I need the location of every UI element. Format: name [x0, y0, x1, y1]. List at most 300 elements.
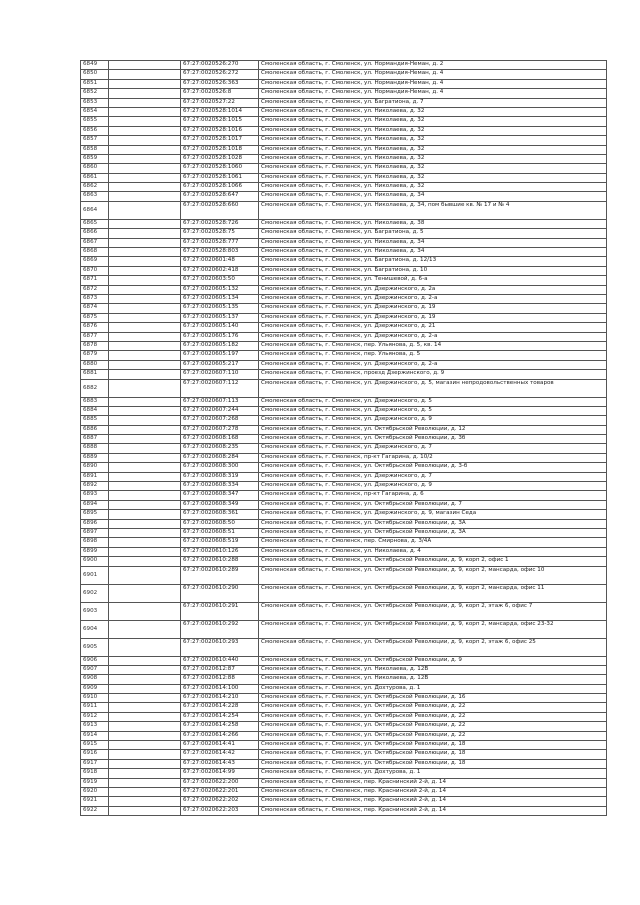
address-cell: Смоленская область, г. Смоленск, ул. Николаева, д. 4 — [259, 547, 607, 556]
row-number-cell: 6910 — [81, 694, 109, 703]
address-cell: Смоленская область, г. Смоленск, ул. Багратиона, д. 12/13 — [259, 257, 607, 266]
cadastral-number-cell: 67:27:0020607:268 — [181, 416, 259, 425]
empty-cell — [109, 741, 181, 750]
cadastral-number-cell: 67:27:0020608:361 — [181, 510, 259, 519]
empty-cell — [109, 183, 181, 192]
empty-cell — [109, 425, 181, 434]
address-cell: Смоленская область, г. Смоленск, ул. Дзержинского, д. 19 — [259, 304, 607, 313]
cadastral-number-cell: 67:27:0020528:1017 — [181, 136, 259, 145]
empty-cell — [109, 694, 181, 703]
empty-cell — [109, 89, 181, 98]
row-number-cell: 6897 — [81, 528, 109, 537]
address-cell: Смоленская область, г. Смоленск, пер. Краснинский 2-й, д. 14 — [259, 806, 607, 815]
empty-cell — [109, 154, 181, 163]
table-row — [81, 557, 607, 566]
table-row — [81, 360, 607, 369]
row-number-cell: 6866 — [81, 229, 109, 238]
empty-cell — [109, 731, 181, 740]
row-number-cell: 6887 — [81, 435, 109, 444]
cadastral-number-cell: 67:27:0020605:217 — [181, 360, 259, 369]
table-row — [81, 528, 607, 537]
empty-cell — [109, 79, 181, 88]
row-number-cell: 6855 — [81, 117, 109, 126]
empty-cell — [109, 98, 181, 107]
cadastral-number-cell: 67:27:0020608:51 — [181, 528, 259, 537]
cadastral-number-cell: 67:27:0020610:440 — [181, 656, 259, 665]
table-row — [81, 323, 607, 332]
address-cell: Смоленская область, г. Смоленск, ул. Дзержинского, д. 7 — [259, 444, 607, 453]
cadastral-number-cell: 67:27:0020605:182 — [181, 341, 259, 350]
row-number-cell: 6858 — [81, 145, 109, 154]
row-number-cell: 6898 — [81, 538, 109, 547]
table-row — [81, 229, 607, 238]
empty-cell — [109, 397, 181, 406]
row-number-cell: 6900 — [81, 557, 109, 566]
cadastral-number-cell: 67:27:0020610:291 — [181, 602, 259, 620]
address-cell: Смоленская область, г. Смоленск, ул. Николаева, д. 32 — [259, 117, 607, 126]
cadastral-number-cell: 67:27:0020605:134 — [181, 294, 259, 303]
table-row — [81, 602, 607, 620]
address-cell: Смоленская область, г. Смоленск, ул. Дзержинского, д. 9 — [259, 482, 607, 491]
cadastral-number-cell: 67:27:0020612:88 — [181, 675, 259, 684]
address-cell: Смоленская область, г. Смоленск, ул. Октябрьской Революции, д. 22 — [259, 722, 607, 731]
cadastral-number-cell: 67:27:0020605:140 — [181, 323, 259, 332]
row-number-cell: 6851 — [81, 79, 109, 88]
address-cell: Смоленская область, г. Смоленск, ул. Октябрьской Революции, д. 3-б — [259, 463, 607, 472]
cadastral-number-cell: 67:27:0020528:1060 — [181, 164, 259, 173]
address-cell: Смоленская область, г. Смоленск, ул. Дзержинского, д. 2а — [259, 285, 607, 294]
address-cell: Смоленская область, г. Смоленск, ул. Октябрьской Революции, д. 9 — [259, 656, 607, 665]
address-cell: Смоленская область, г. Смоленск, ул. Николаева, д. 34, пом бывшие кв. № 17 и № 4 — [259, 201, 607, 219]
empty-cell — [109, 266, 181, 275]
table-row — [81, 89, 607, 98]
empty-cell — [109, 229, 181, 238]
row-number-cell: 6889 — [81, 453, 109, 462]
address-cell: Смоленская область, г. Смоленск, ул. Октябрьской Революции, д. 18 — [259, 750, 607, 759]
row-number-cell: 6871 — [81, 276, 109, 285]
empty-cell — [109, 491, 181, 500]
empty-cell — [109, 406, 181, 415]
address-cell: Смоленская область, г. Смоленск, ул. Октябрьской Революции, д. 9, корп 2, офис 1 — [259, 557, 607, 566]
empty-cell — [109, 500, 181, 509]
address-cell: Смоленская область, г. Смоленск, проезд Дзержинского, д. 9 — [259, 370, 607, 379]
row-number-cell: 6909 — [81, 684, 109, 693]
cadastral-number-cell: 67:27:0020607:244 — [181, 406, 259, 415]
address-cell: Смоленская область, г. Смоленск, ул. Дохтурова, д. 1 — [259, 684, 607, 693]
address-cell: Смоленская область, г. Смоленск, ул. Октябрьской Революции, д. 18 — [259, 741, 607, 750]
cadastral-number-cell: 67:27:0020614:41 — [181, 741, 259, 750]
cadastral-number-cell: 67:27:0020610:292 — [181, 620, 259, 638]
table-row — [81, 351, 607, 360]
empty-cell — [109, 323, 181, 332]
table-row — [81, 741, 607, 750]
cadastral-number-cell: 67:27:0020608:50 — [181, 519, 259, 528]
row-number-cell: 6899 — [81, 547, 109, 556]
address-cell: Смоленская область, г. Смоленск, ул. Багратиона, д. 10 — [259, 266, 607, 275]
address-cell: Смоленская область, г. Смоленск, ул. Николаева, д. 32 — [259, 173, 607, 182]
address-cell: Смоленская область, г. Смоленск, ул. Октябрьской Революции, д. 12 — [259, 425, 607, 434]
address-cell: Смоленская область, г. Смоленск, ул. Николаева, д. 32 — [259, 145, 607, 154]
empty-cell — [109, 370, 181, 379]
table-row — [81, 304, 607, 313]
table-row — [81, 136, 607, 145]
empty-cell — [109, 304, 181, 313]
empty-cell — [109, 769, 181, 778]
table-row — [81, 538, 607, 547]
empty-cell — [109, 70, 181, 79]
row-number-cell: 6853 — [81, 98, 109, 107]
table-row — [81, 61, 607, 70]
table-row — [81, 70, 607, 79]
empty-cell — [109, 126, 181, 135]
cadastral-number-cell: 67:27:0020601:48 — [181, 257, 259, 266]
row-number-cell: 6921 — [81, 797, 109, 806]
empty-cell — [109, 557, 181, 566]
row-number-cell: 6880 — [81, 360, 109, 369]
table-row — [81, 769, 607, 778]
address-cell: Смоленская область, г. Смоленск, ул. Николаева, д. 32 — [259, 107, 607, 116]
row-number-cell: 6905 — [81, 638, 109, 656]
table-row — [81, 379, 607, 397]
cadastral-number-cell: 67:27:0020614:99 — [181, 769, 259, 778]
address-cell: Смоленская область, г. Смоленск, ул. Николаева, д. 32 — [259, 183, 607, 192]
table-row — [81, 173, 607, 182]
table-row — [81, 463, 607, 472]
empty-cell — [109, 638, 181, 656]
cadastral-number-cell: 67:27:0020605:137 — [181, 313, 259, 322]
cadastral-number-cell: 67:27:0020612:87 — [181, 665, 259, 674]
address-cell: Смоленская область, г. Смоленск, ул. Октябрьской Революции, д. 9, корп 2, мансарда, офис 11 — [259, 584, 607, 602]
row-number-cell: 6893 — [81, 491, 109, 500]
address-cell: Смоленская область, г. Смоленск, пер. Ульянова, д. 5, кв. 14 — [259, 341, 607, 350]
address-cell: Смоленская область, г. Смоленск, пер. Ульянова, д. 5 — [259, 351, 607, 360]
table-row — [81, 722, 607, 731]
cadastral-number-cell: 67:27:0020622:202 — [181, 797, 259, 806]
row-number-cell: 6911 — [81, 703, 109, 712]
row-number-cell: 6907 — [81, 665, 109, 674]
row-number-cell: 6886 — [81, 425, 109, 434]
address-cell: Смоленская область, г. Смоленск, ул. Октябрьской Революции, д. 9, корп 2, мансарда, офис 10 — [259, 566, 607, 584]
address-cell: Смоленская область, г. Смоленск, ул. Николаева, д. 38 — [259, 219, 607, 228]
cadastral-number-cell: 67:27:0020528:1014 — [181, 107, 259, 116]
table-row — [81, 797, 607, 806]
address-cell: Смоленская область, г. Смоленск, ул. Дзержинского, д. 21 — [259, 323, 607, 332]
row-number-cell: 6849 — [81, 61, 109, 70]
empty-cell — [109, 192, 181, 201]
table-row — [81, 510, 607, 519]
empty-cell — [109, 538, 181, 547]
address-cell: Смоленская область, г. Смоленск, ул. Николаева, д. 34 — [259, 192, 607, 201]
empty-cell — [109, 379, 181, 397]
cadastral-number-cell: 67:27:0020608:284 — [181, 453, 259, 462]
table-row — [81, 406, 607, 415]
table-row — [81, 266, 607, 275]
empty-cell — [109, 703, 181, 712]
table-row — [81, 164, 607, 173]
table-row — [81, 547, 607, 556]
row-number-cell: 6878 — [81, 341, 109, 350]
cadastral-number-cell: 67:27:0020605:135 — [181, 304, 259, 313]
cadastral-number-cell: 67:27:0020614:258 — [181, 722, 259, 731]
cadastral-number-cell: 67:27:0020605:176 — [181, 332, 259, 341]
cadastral-number-cell: 67:27:0020527:22 — [181, 98, 259, 107]
table-row — [81, 788, 607, 797]
table-row — [81, 341, 607, 350]
empty-cell — [109, 463, 181, 472]
cadastral-number-cell: 67:27:0020622:203 — [181, 806, 259, 815]
table-row — [81, 656, 607, 665]
row-number-cell: 6861 — [81, 173, 109, 182]
address-cell: Смоленская область, г. Смоленск, пр-кт Гагарина, д. 10/2 — [259, 453, 607, 462]
empty-cell — [109, 435, 181, 444]
row-number-cell: 6883 — [81, 397, 109, 406]
row-number-cell: 6913 — [81, 722, 109, 731]
address-cell: Смоленская область, г. Смоленск, ул. Николаева, д. 32 — [259, 136, 607, 145]
cadastral-number-cell: 67:27:0020608:300 — [181, 463, 259, 472]
row-number-cell: 6896 — [81, 519, 109, 528]
address-cell: Смоленская область, г. Смоленск, ул. Дзержинского, д. 9, магазин Седа — [259, 510, 607, 519]
row-number-cell: 6918 — [81, 769, 109, 778]
empty-cell — [109, 806, 181, 815]
row-number-cell: 6885 — [81, 416, 109, 425]
empty-cell — [109, 313, 181, 322]
table-row — [81, 703, 607, 712]
cadastral-number-cell: 67:27:0020607:112 — [181, 379, 259, 397]
row-number-cell: 6860 — [81, 164, 109, 173]
empty-cell — [109, 294, 181, 303]
cadastral-number-cell: 67:27:0020614:100 — [181, 684, 259, 693]
table-row — [81, 778, 607, 787]
address-cell: Смоленская область, г. Смоленск, пер. Краснинский 2-й, д. 14 — [259, 788, 607, 797]
empty-cell — [109, 684, 181, 693]
row-number-cell: 6850 — [81, 70, 109, 79]
table-row — [81, 154, 607, 163]
row-number-cell: 6857 — [81, 136, 109, 145]
row-number-cell: 6908 — [81, 675, 109, 684]
cadastral-number-cell: 67:27:0020610:289 — [181, 566, 259, 584]
table-row — [81, 712, 607, 721]
row-number-cell: 6867 — [81, 238, 109, 247]
row-number-cell: 6922 — [81, 806, 109, 815]
address-cell: Смоленская область, г. Смоленск, ул. Николаева, д. 32 — [259, 164, 607, 173]
cadastral-number-cell: 67:27:0020607:113 — [181, 397, 259, 406]
row-number-cell: 6888 — [81, 444, 109, 453]
address-cell: Смоленская область, г. Смоленск, пер. Смирнова, д. 3/4А — [259, 538, 607, 547]
cadastral-number-cell: 67:27:0020528:1061 — [181, 173, 259, 182]
row-number-cell: 6904 — [81, 620, 109, 638]
table-row — [81, 684, 607, 693]
address-cell: Смоленская область, г. Смоленск, ул. Октябрьской Революции, д. 3А — [259, 519, 607, 528]
row-number-cell: 6870 — [81, 266, 109, 275]
empty-cell — [109, 665, 181, 674]
address-cell: Смоленская область, г. Смоленск, ул. Багратиона, д. 5 — [259, 229, 607, 238]
empty-cell — [109, 285, 181, 294]
empty-cell — [109, 257, 181, 266]
address-cell: Смоленская область, г. Смоленск, ул. Тенишевой, д. 6-а — [259, 276, 607, 285]
table-row — [81, 759, 607, 768]
row-number-cell: 6915 — [81, 741, 109, 750]
table-row — [81, 694, 607, 703]
row-number-cell: 6874 — [81, 304, 109, 313]
empty-cell — [109, 360, 181, 369]
address-cell: Смоленская область, г. Смоленск, ул. Багратиона, д. 7 — [259, 98, 607, 107]
empty-cell — [109, 453, 181, 462]
table-row — [81, 620, 607, 638]
table-row — [81, 638, 607, 656]
table-row — [81, 79, 607, 88]
cadastral-number-cell: 67:27:0020608:349 — [181, 500, 259, 509]
cadastral-number-cell: 67:27:0020528:777 — [181, 238, 259, 247]
table-row — [81, 519, 607, 528]
cadastral-number-cell: 67:27:0020610:290 — [181, 584, 259, 602]
row-number-cell: 6876 — [81, 323, 109, 332]
table-row — [81, 370, 607, 379]
table-row — [81, 806, 607, 815]
row-number-cell: 6875 — [81, 313, 109, 322]
empty-cell — [109, 620, 181, 638]
empty-cell — [109, 797, 181, 806]
row-number-cell: 6852 — [81, 89, 109, 98]
table-row — [81, 192, 607, 201]
row-number-cell: 6890 — [81, 463, 109, 472]
row-number-cell: 6873 — [81, 294, 109, 303]
row-number-cell: 6912 — [81, 712, 109, 721]
cadastral-number-cell: 67:27:0020610:293 — [181, 638, 259, 656]
address-cell: Смоленская область, г. Смоленск, ул. Октябрьской Революции, д. 3А — [259, 528, 607, 537]
cadastral-number-cell: 67:27:0020528:803 — [181, 248, 259, 257]
address-cell: Смоленская область, г. Смоленск, ул. Дзержинского, д. 2-а — [259, 332, 607, 341]
address-cell: Смоленская область, г. Смоленск, ул. Дзержинского, д. 9 — [259, 416, 607, 425]
table-row — [81, 444, 607, 453]
address-cell: Смоленская область, г. Смоленск, ул. Октябрьской Революции, д. 9, корп 2, этаж 6, офис 25 — [259, 638, 607, 656]
cadastral-number-cell: 67:27:0020622:200 — [181, 778, 259, 787]
table-row — [81, 472, 607, 481]
empty-cell — [109, 675, 181, 684]
address-cell: Смоленская область, г. Смоленск, ул. Дзержинского, д. 5 — [259, 397, 607, 406]
cadastral-number-cell: 67:27:0020622:201 — [181, 788, 259, 797]
address-cell: Смоленская область, г. Смоленск, ул. Нормандия-Неман, д. 4 — [259, 89, 607, 98]
address-cell: Смоленская область, г. Смоленск, ул. Октябрьской Революции, д. 16 — [259, 694, 607, 703]
row-number-cell: 6903 — [81, 602, 109, 620]
table-row — [81, 425, 607, 434]
cadastral-number-cell: 67:27:0020528:1066 — [181, 183, 259, 192]
row-number-cell: 6869 — [81, 257, 109, 266]
row-number-cell: 6914 — [81, 731, 109, 740]
register-page — [80, 60, 606, 816]
empty-cell — [109, 750, 181, 759]
cadastral-number-cell: 67:27:0020608:235 — [181, 444, 259, 453]
empty-cell — [109, 528, 181, 537]
cadastral-number-cell: 67:27:0020526:8 — [181, 89, 259, 98]
table-row — [81, 435, 607, 444]
cadastral-number-cell: 67:27:0020607:110 — [181, 370, 259, 379]
address-cell: Смоленская область, г. Смоленск, ул. Октябрьской Революции, д. 7 — [259, 500, 607, 509]
row-number-cell: 6901 — [81, 566, 109, 584]
table-row — [81, 294, 607, 303]
table-row — [81, 584, 607, 602]
empty-cell — [109, 248, 181, 257]
table-row — [81, 731, 607, 740]
address-cell: Смоленская область, г. Смоленск, ул. Нормандия-Неман, д. 2 — [259, 61, 607, 70]
address-cell: Смоленская область, г. Смоленск, ул. Дзержинского, д. 19 — [259, 313, 607, 322]
table-row — [81, 238, 607, 247]
address-cell: Смоленская область, г. Смоленск, ул. Дзержинского, д. 5, магазин непродовольственных товаров — [259, 379, 607, 397]
register-table-body — [81, 61, 607, 816]
row-number-cell: 6859 — [81, 154, 109, 163]
table-row — [81, 416, 607, 425]
empty-cell — [109, 778, 181, 787]
table-row — [81, 145, 607, 154]
row-number-cell: 6863 — [81, 192, 109, 201]
row-number-cell: 6919 — [81, 778, 109, 787]
cadastral-number-cell: 67:27:0020607:278 — [181, 425, 259, 434]
cadastral-number-cell: 67:27:0020528:1015 — [181, 117, 259, 126]
row-number-cell: 6882 — [81, 379, 109, 397]
empty-cell — [109, 416, 181, 425]
table-row — [81, 500, 607, 509]
row-number-cell: 6892 — [81, 482, 109, 491]
address-cell: Смоленская область, г. Смоленск, ул. Октябрьской Революции, д. 22 — [259, 703, 607, 712]
cadastral-number-cell: 67:27:0020526:272 — [181, 70, 259, 79]
row-number-cell: 6854 — [81, 107, 109, 116]
table-row — [81, 257, 607, 266]
cadastral-number-cell: 67:27:0020608:168 — [181, 435, 259, 444]
row-number-cell: 6884 — [81, 406, 109, 415]
table-row — [81, 566, 607, 584]
empty-cell — [109, 117, 181, 126]
empty-cell — [109, 656, 181, 665]
empty-cell — [109, 444, 181, 453]
address-cell: Смоленская область, г. Смоленск, ул. Николаева, д. 34 — [259, 248, 607, 257]
row-number-cell: 6862 — [81, 183, 109, 192]
address-cell: Смоленская область, г. Смоленск, ул. Нормандия-Неман, д. 4 — [259, 70, 607, 79]
cadastral-number-cell: 67:27:0020605:132 — [181, 285, 259, 294]
cadastral-number-cell: 67:27:0020603:50 — [181, 276, 259, 285]
address-cell: Смоленская область, г. Смоленск, ул. Николаева, д. 34 — [259, 238, 607, 247]
address-cell: Смоленская область, г. Смоленск, ул. Октябрьской Революции, д. 9, корп 2, этаж 6, офис 7 — [259, 602, 607, 620]
address-cell: Смоленская область, г. Смоленск, ул. Дохтурова, д. 1 — [259, 769, 607, 778]
cadastral-number-cell: 67:27:0020614:266 — [181, 731, 259, 740]
table-row — [81, 126, 607, 135]
table-row — [81, 248, 607, 257]
cadastral-number-cell: 67:27:0020526:363 — [181, 79, 259, 88]
table-row — [81, 665, 607, 674]
cadastral-number-cell: 67:27:0020614:228 — [181, 703, 259, 712]
row-number-cell: 6881 — [81, 370, 109, 379]
row-number-cell: 6891 — [81, 472, 109, 481]
empty-cell — [109, 164, 181, 173]
row-number-cell: 6920 — [81, 788, 109, 797]
address-cell: Смоленская область, г. Смоленск, пер. Краснинский 2-й, д. 14 — [259, 778, 607, 787]
table-row — [81, 482, 607, 491]
cadastral-number-cell: 67:27:0020605:197 — [181, 351, 259, 360]
empty-cell — [109, 219, 181, 228]
address-cell: Смоленская область, г. Смоленск, ул. Октябрьской Революции, д. 22 — [259, 712, 607, 721]
empty-cell — [109, 136, 181, 145]
table-row — [81, 201, 607, 219]
cadastral-number-cell: 67:27:0020614:210 — [181, 694, 259, 703]
address-cell: Смоленская область, г. Смоленск, ул. Нормандия-Неман, д. 4 — [259, 79, 607, 88]
row-number-cell: 6906 — [81, 656, 109, 665]
table-row — [81, 453, 607, 462]
table-row — [81, 183, 607, 192]
empty-cell — [109, 61, 181, 70]
address-cell: Смоленская область, г. Смоленск, ул. Дзержинского, д. 2-а — [259, 294, 607, 303]
address-cell: Смоленская область, г. Смоленск, ул. Николаева, д. 12В — [259, 665, 607, 674]
table-row — [81, 219, 607, 228]
row-number-cell: 6902 — [81, 584, 109, 602]
row-number-cell: 6865 — [81, 219, 109, 228]
